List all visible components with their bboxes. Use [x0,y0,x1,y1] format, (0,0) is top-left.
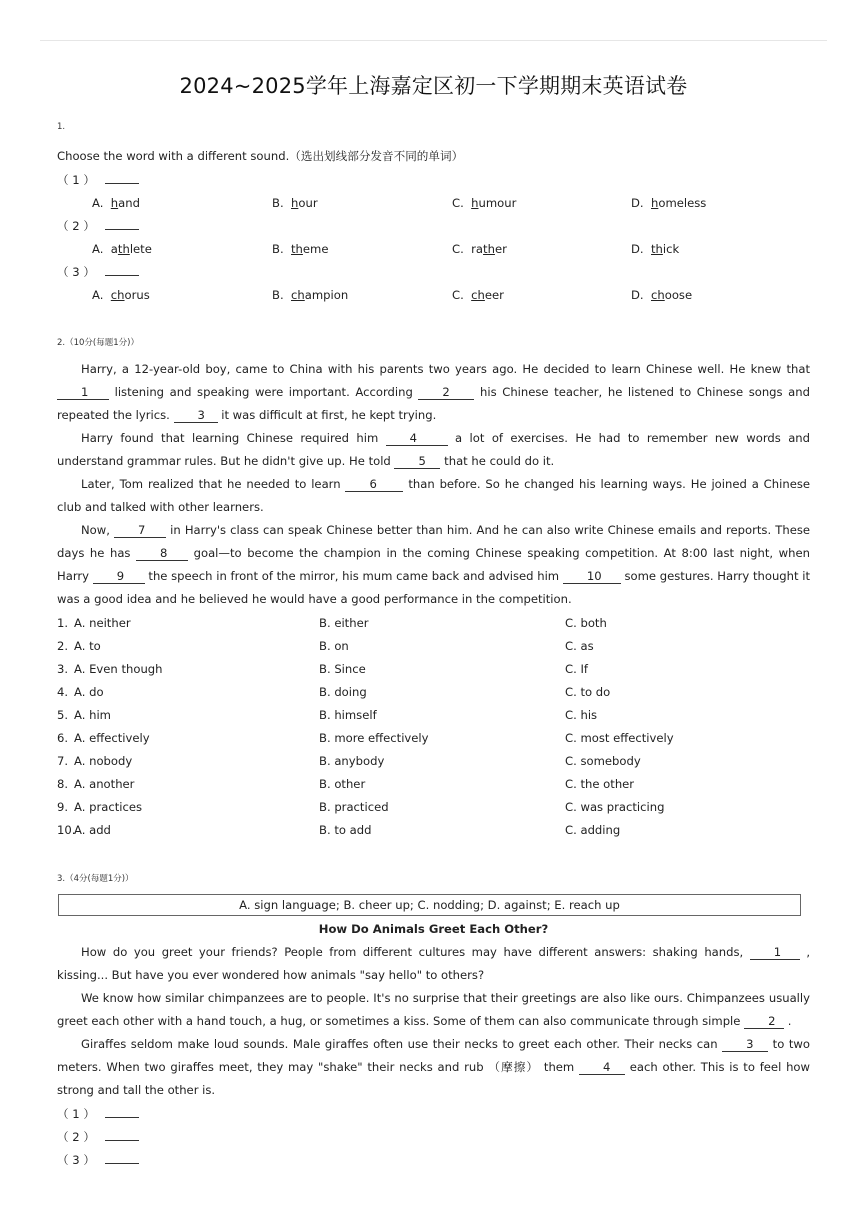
option-word-underlined: th [291,242,303,256]
q2-blank-10[interactable]: 10 [563,569,621,584]
option-word-suffix: eme [302,242,329,256]
option-word-suffix: and [118,196,140,210]
q1-option-a[interactable] [92,195,140,211]
option-letter: B. [272,196,284,210]
option-letter: A. [92,242,104,256]
option-letter: C. [452,288,464,302]
choice-number: 10. [57,823,76,837]
option-word-suffix: oose [664,288,693,302]
q2-blank-4[interactable]: 4 [386,431,448,446]
option-word-underlined: h [291,196,299,210]
choice-option-b[interactable]: B. Since [319,662,366,676]
option-letter: B. [272,288,284,302]
option-letter: D. [631,242,644,256]
option-letter: D. [631,196,644,210]
q1-item-label: （ 1 ） [57,173,95,187]
passage-title: How Do Animals Greet Each Other? [318,922,549,936]
option-word-suffix: er [494,242,507,256]
option-word-suffix: ick [662,242,680,256]
option-letter: C. [452,196,464,210]
question-3-header: 3.（4分(每题1分)） [57,874,134,884]
choice-option-a[interactable]: A. do [74,685,104,699]
choice-option-c[interactable]: C. If [565,662,588,676]
q1-option-a[interactable] [92,287,150,303]
option-word-suffix: orus [124,288,150,302]
option-letter: D. [631,288,644,302]
q1-option-b[interactable] [272,241,328,257]
option-word-suffix: eer [484,288,504,302]
choice-option-b[interactable]: B. to add [319,823,372,837]
option-word-underlined: h [651,196,659,210]
word-bank-box: A. sign language; B. cheer up; C. nodding; D. against; E. reach up [58,894,801,916]
q3-blank-2[interactable]: 2 [744,1014,784,1029]
q2-paragraph-1: Harry, a 12-year-old boy, came to China with his parents two years ago. He decided to learn Chinese well. He knew that 1 listening and speaking were important. According 2 his Chinese teacher, he listened to Chinese songs and repeated the lyrics. 3 it was difficult at first, he kept trying. [57,362,810,422]
page-title: 2024~2025学年上海嘉定区初一下学期期末英语试卷 [179,74,688,98]
choice-option-a[interactable]: A. add [74,823,111,837]
q3-answer-row [57,1152,139,1168]
choice-number: 3. [57,662,69,676]
q3-answer-label: （ 3 ） [57,1153,95,1167]
q2-blank-5[interactable]: 5 [394,454,440,469]
q2-paragraph-4: Now, 7 in Harry's class can speak Chinese better than him. And he can also write Chinese emails and reports. These days he has 8 goal—to become the champion in the coming Chinese speaking competition. At 8:00 last night, when Harry 9 the speech in front of the mirror, his mum came back and advised him 10 some gestures. Harry thought it was a good idea and he believed he would have a good performance in the competition. [57,523,811,606]
q1-option-d[interactable] [631,241,679,257]
option-word-underlined: ch [471,288,485,302]
option-word-underlined: ch [651,288,665,302]
answer-blank[interactable] [105,1106,139,1118]
choice-number: 5. [57,708,69,722]
choice-number: 2. [57,639,69,653]
answer-blank[interactable] [105,172,139,184]
q1-item-row [57,264,139,280]
choice-option-b[interactable]: B. himself [319,708,377,722]
choice-option-b[interactable]: B. other [319,777,366,791]
choice-option-a[interactable]: A. to [74,639,101,653]
q3-blank-3[interactable]: 3 [722,1037,768,1052]
q2-blank-2[interactable]: 2 [418,385,474,400]
question-2-header: 2.（10分(每题1分)） [57,338,139,348]
choice-option-c[interactable]: C. both [565,616,607,630]
question-1-instruction: Choose the word with a different sound.（选出划线部分发音不同的单词） [57,149,464,163]
choice-option-b[interactable]: B. doing [319,685,367,699]
q1-option-b[interactable] [272,195,318,211]
q2-blank-9[interactable]: 9 [93,569,145,584]
choice-option-b[interactable]: B. either [319,616,369,630]
option-word-suffix: our [298,196,318,210]
option-word-prefix: ra [471,242,484,256]
choice-option-a[interactable]: A. another [74,777,135,791]
q2-paragraph-2: Harry found that learning Chinese required him 4 a lot of exercises. He had to remember new words and understand grammar rules. But he didn't give up. He told 5 that he could do it. [57,431,811,468]
q1-option-c[interactable] [452,287,504,303]
option-word-suffix: ampion [304,288,349,302]
choice-number: 8. [57,777,69,791]
option-word-underlined: th [651,242,663,256]
q2-blank-8[interactable]: 8 [136,546,188,561]
choice-option-c[interactable]: C. his [565,708,598,722]
q3-blank-1[interactable]: 1 [750,945,800,960]
question-1-number: 1. [57,122,66,132]
option-word-underlined: h [471,196,479,210]
option-letter: A. [92,288,104,302]
choice-option-c[interactable]: C. the other [565,777,635,791]
q2-blank-1[interactable]: 1 [57,385,109,400]
answer-blank[interactable] [105,1129,139,1141]
q1-option-d[interactable] [631,287,692,303]
q1-item-label: （ 3 ） [57,265,95,279]
q1-option-c[interactable] [452,241,507,257]
choice-option-c[interactable]: C. adding [565,823,621,837]
option-word-suffix: umour [478,196,517,210]
q1-option-d[interactable] [631,195,706,211]
q3-answer-row [57,1106,139,1122]
choice-option-a[interactable]: A. effectively [74,731,150,745]
q3-answer-label: （ 2 ） [57,1130,95,1144]
choice-option-b[interactable]: B. anybody [319,754,385,768]
q2-blank-7[interactable]: 7 [114,523,166,538]
choice-option-a[interactable]: A. neither [74,616,131,630]
option-word-prefix: a [110,242,118,256]
option-letter: C. [452,242,464,256]
option-letter: A. [92,196,104,210]
answer-blank[interactable] [105,218,139,230]
q1-option-c[interactable] [452,195,516,211]
choice-option-c[interactable]: C. to do [565,685,611,699]
choice-number: 7. [57,754,69,768]
q3-paragraph-3: Giraffes seldom make loud sounds. Male giraffes often use their necks to greet each other. Their necks can 3 to two meters. When two giraffes meet, they may "shake" their necks and rub （摩擦） them 4 each other. This is to feel how strong and tall the other is. [57,1037,810,1097]
choice-option-b[interactable]: B. practiced [319,800,389,814]
q3-paragraph-1: How do you greet your friends? People from different cultures may have different answers: shaking hands, 1 , kissing... But have you ever wondered how animals "say hello" to others? [57,945,811,982]
q3-paragraph-2: We know how similar chimpanzees are to people. It's no surprise that their greetings are also like ours. Chimpanzees usually greet each other with a hand touch, a hug, or sometimes a kiss. Some of them can also communicate through simple 2 . [57,991,810,1028]
option-word-suffix: lete [129,242,152,256]
q1-item-row [57,172,139,188]
q1-item-row [57,218,139,234]
choice-number: 1. [57,616,69,630]
choice-option-a[interactable]: A. Even though [74,662,163,676]
answer-blank[interactable] [105,1152,139,1164]
option-word-underlined: h [110,196,119,210]
q1-option-a[interactable] [92,241,152,257]
q3-answer-label: （ 1 ） [57,1107,95,1121]
option-word-underlined: th [483,242,495,256]
q3-blank-4[interactable]: 4 [579,1060,625,1075]
choice-number: 6. [57,731,69,745]
q1-option-b[interactable] [272,287,348,303]
option-word-underlined: ch [110,288,125,302]
choice-option-c[interactable]: C. somebody [565,754,641,768]
q2-paragraph-3: Later, Tom realized that he needed to learn 6 than before. So he changed his learning ways. He joined a Chinese club and talked with other learners. [57,477,810,514]
q1-item-label: （ 2 ） [57,219,95,233]
choice-option-a[interactable]: A. nobody [74,754,133,768]
q2-blank-6[interactable]: 6 [345,477,403,492]
answer-blank[interactable] [105,264,139,276]
option-letter: B. [272,242,284,256]
option-word-suffix: omeless [658,196,707,210]
option-word-underlined: ch [291,288,305,302]
top-divider [40,40,827,41]
choice-option-b[interactable]: B. more effectively [319,731,429,745]
q3-answer-row [57,1129,139,1145]
choice-option-c[interactable]: C. most effectively [565,731,674,745]
option-word-underlined: th [117,242,130,256]
choice-option-a[interactable]: A. him [74,708,111,722]
choice-number: 4. [57,685,69,699]
choice-option-a[interactable]: A. practices [74,800,143,814]
choice-option-b[interactable]: B. on [319,639,349,653]
choice-option-c[interactable]: C. as [565,639,594,653]
choice-option-c[interactable]: C. was practicing [565,800,665,814]
choice-number: 9. [57,800,69,814]
q2-blank-3[interactable]: 3 [174,408,218,423]
